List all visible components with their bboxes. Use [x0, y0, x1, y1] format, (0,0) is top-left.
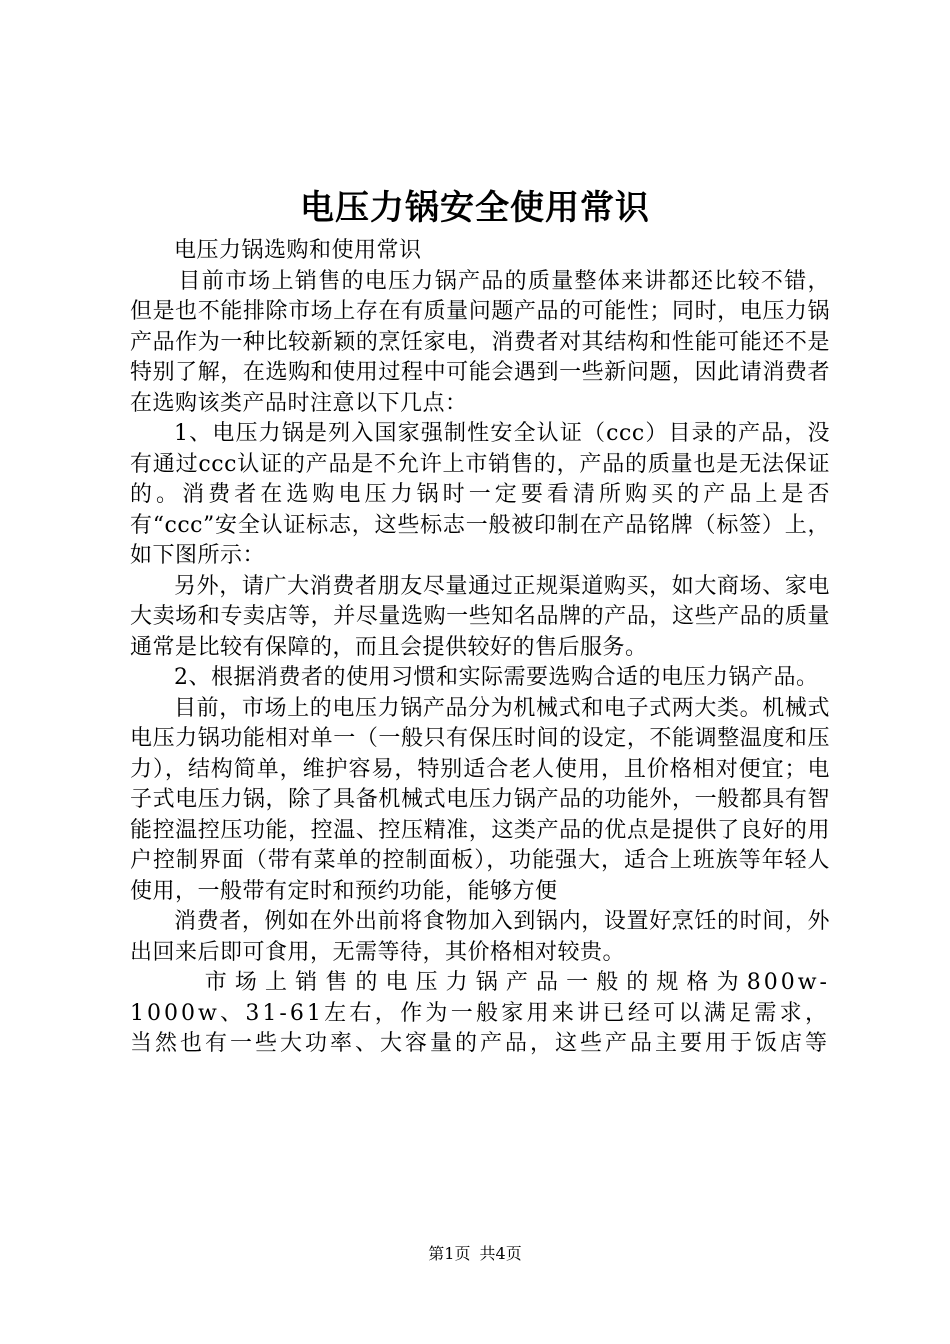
page-footer [0, 1244, 950, 1264]
product-types-paragraph: 目前，市场上的电压力锅产品分为机械式和电子式两大类。机械式电压力锅功能相对单一（一般只有保压时间的设定，不能调整温度和压力），结构简单，维护容易，特别适合老人使用，且价格相对便宜；电子式电压力锅，除了具备机械式电压力锅产品的功能外，一般都具有智能控温控压功能，控温、控压精准，这类产品的优点是提供了良好的用户控制界面（带有菜单的控制面板），功能强大，适合上班族等年轻人使用，一般带有定时和预约功能，能够方便 [130, 695, 830, 904]
point-2-paragraph: 2、根据消费者的使用习惯和实际需要选购合适的电压力锅产品。 [174, 665, 819, 690]
document-title: 电压力锅安全使用常识 [300, 188, 650, 228]
subtitle-paragraph: 电压力锅选购和使用常识 [174, 238, 422, 263]
point-1-paragraph: 1、电压力锅是列入国家强制性安全认证（ccc）目录的产品，没有通过ccc认证的产品是不允许上市销售的，产品的质量也是无法保证的。消费者在选购电压力锅时一定要看清所购买的产品上是否有“ccc”安全认证标志，这些标志一般被印制在产品铭牌（标签）上，如下图所示： [130, 421, 830, 568]
consumer-example-paragraph: 消费者，例如在外出前将食物加入到锅内，设置好烹饪的时间，外出回来后即可食用，无需等待，其价格相对较贵。 [130, 909, 830, 965]
document-body [130, 236, 830, 1060]
purchase-channel-paragraph: 另外，请广大消费者朋友尽量通过正规渠道购买，如大商场、家电大卖场和专卖店等，并尽量选购一些知名品牌的产品，这些产品的质量通常是比较有保障的，而且会提供较好的售后服务。 [130, 573, 830, 660]
specification-paragraph: 市场上销售的电压力锅产品一般的规格为800w-1000w、31-61左右，作为一般家用来讲已经可以满足需求，当然也有一些大功率、大容量的产品，这些产品主要用于饭店等 [130, 970, 831, 1056]
page-total: 共4页 [479, 1244, 522, 1263]
page-number: 第1页 [428, 1244, 471, 1263]
intro-paragraph: 目前市场上销售的电压力锅产品的质量整体来讲都还比较不错，但是也不能排除市场上存在有质量问题产品的可能性；同时，电压力锅产品作为一种比较新颖的烹饪家电，消费者对其结构和性能可能还不是特别了解，在选购和使用过程中可能会遇到一些新问题，因此请消费者在选购该类产品时注意以下几点： [130, 268, 830, 416]
